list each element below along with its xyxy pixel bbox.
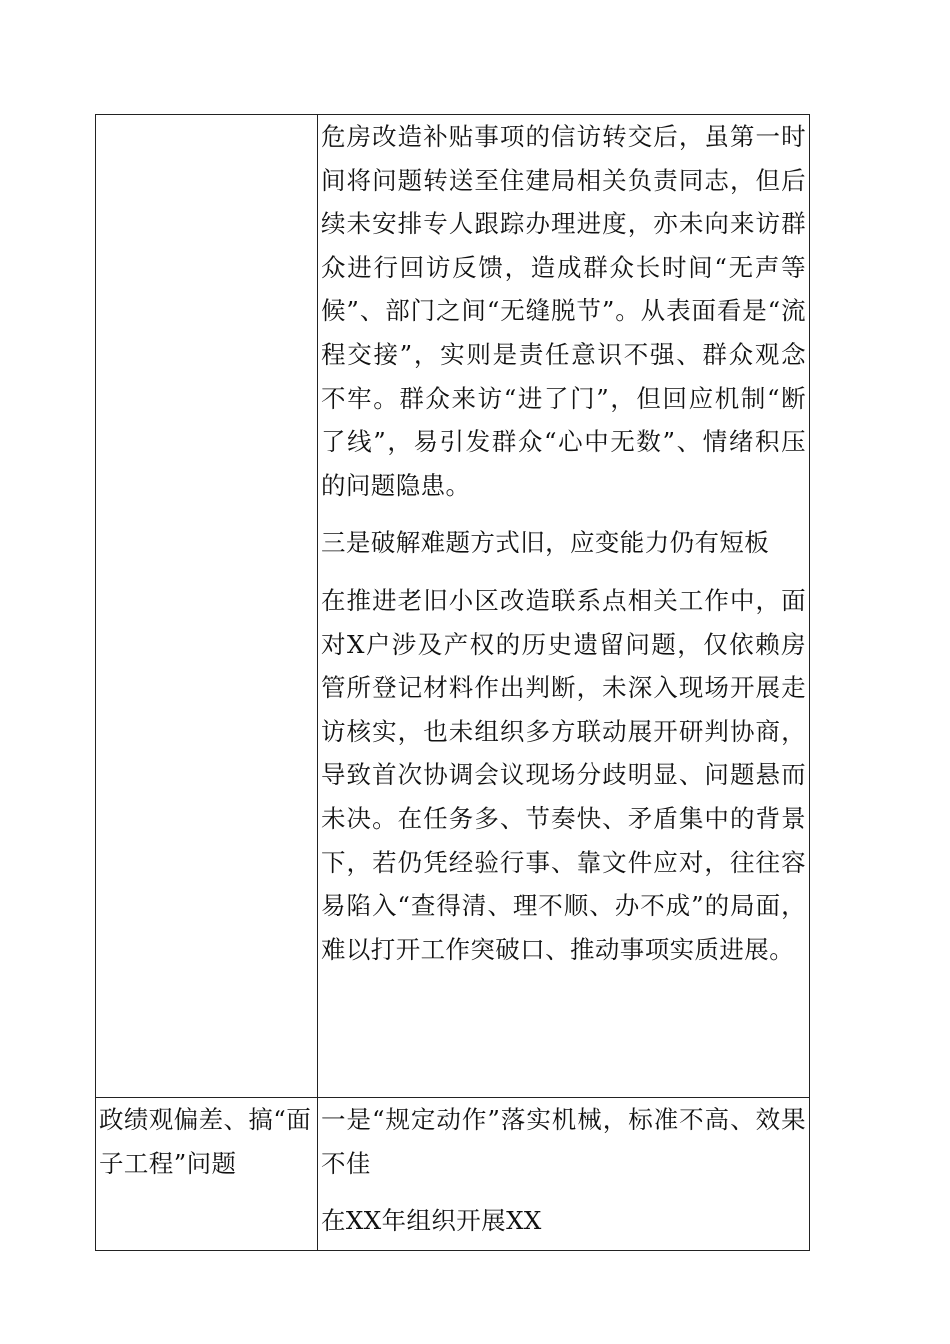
section-heading: 一是“规定动作”落实机械，标准不高、效果不佳 <box>321 1105 806 1178</box>
document-table <box>95 114 810 1251</box>
content-block <box>321 115 806 971</box>
paragraph: 危房改造补贴事项的信访转交后，虽第一时间将问题转送至住建局相关负责同志，但后续未安排专人跟踪办理进度，亦未向来访群众进行回访反馈，造成群众长时间“无声等候”、部门之间“无缝脱节”。从表面看是“流程交接”，实则是责任意识不强、群众观念不牢。群众来访“进了门”，但回应机制“断了线”，易引发群众“心中无数”、情绪积压的问题隐患。 <box>321 122 806 500</box>
table-row <box>96 1098 810 1251</box>
paragraph: 在推进老旧小区改造联系点相关工作中，面对X户涉及产权的历史遗留问题，仅依赖房管所登记材料作出判断，未深入现场开展走访核实，也未组织多方联动展开研判协商，导致首次协调会议现场分歧明显、问题悬而未决。在任务多、节奏快、矛盾集中的背景下，若仍凭经验行事、靠文件应对，往往容易陷入“查得清、理不顺、办不成”的局面，难以打开工作突破口、推动事项实质进展。 <box>321 585 806 964</box>
content-cell <box>318 115 810 1098</box>
category-label: 政绩观偏差、搞“面子工程”问题 <box>99 1105 312 1178</box>
section-heading: 三是破解难题方式旧，应变能力仍有短板 <box>321 528 770 558</box>
category-cell <box>96 115 318 1098</box>
table-row <box>96 115 810 1098</box>
content-cell <box>318 1098 810 1251</box>
paragraph: 在XX年组织开展XX <box>321 1206 542 1236</box>
content-block <box>321 1098 806 1243</box>
category-cell <box>96 1098 318 1251</box>
